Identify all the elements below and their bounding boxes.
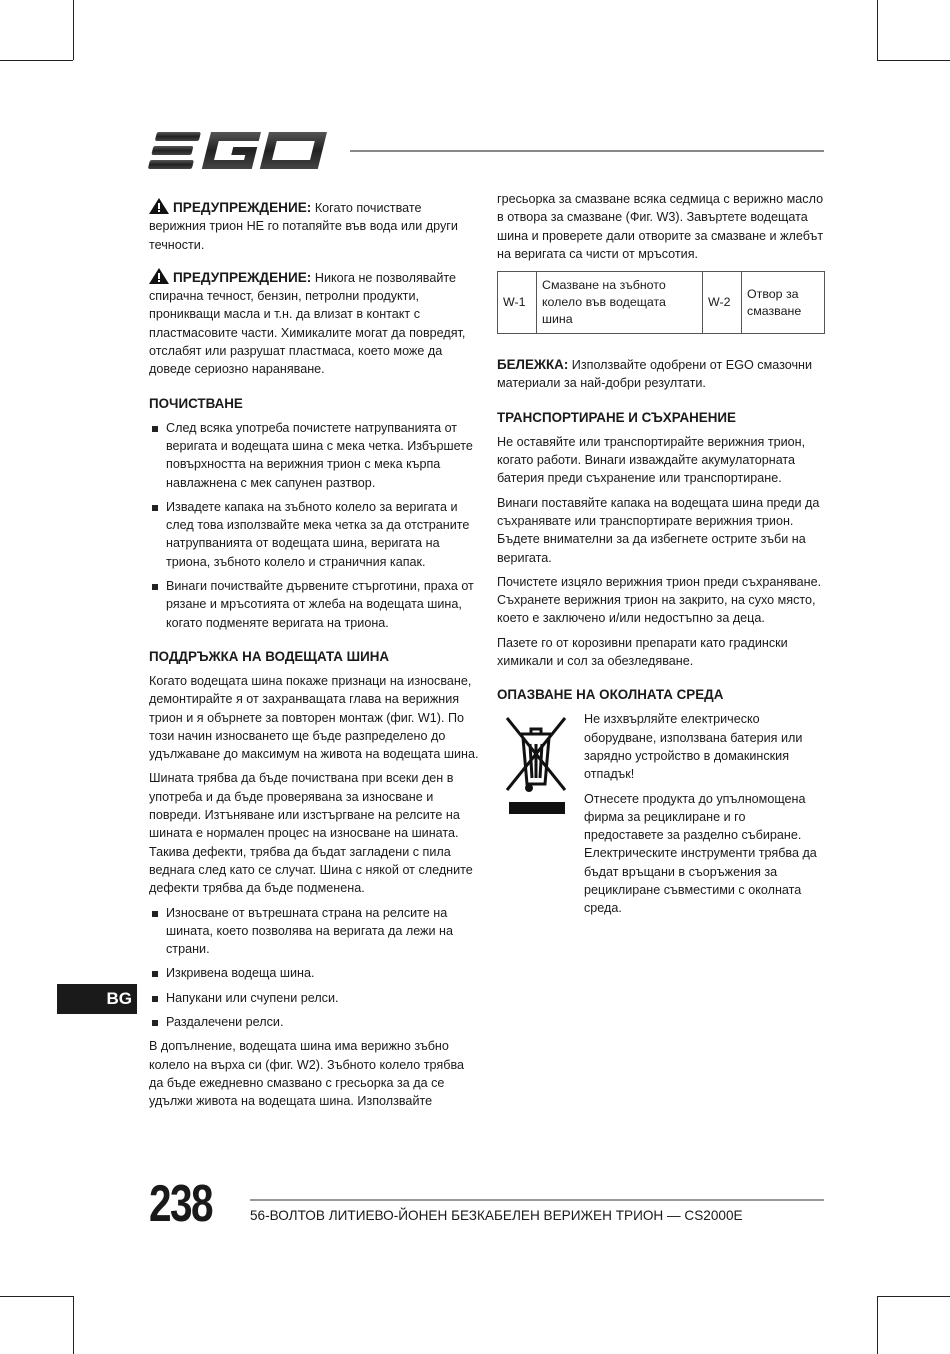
transport-heading: ТРАНСПОРТИРАНЕ И СЪХРАНЕНИЕ	[497, 409, 736, 425]
page-number: 238	[149, 1175, 212, 1233]
warning-no-immersion	[149, 198, 479, 254]
list-item: Напукани или счупени релси.	[149, 989, 479, 1007]
paragraph: Когато водещата шина покаже признаци на износване, демонтирайте я от захранващата глава на верижния трион и я обърнете за повторен монтаж (фиг. W1). По този начин износването ще бъде разпределено до удължаване до максимум на живота на водещата шина.	[149, 673, 479, 762]
warning-text: Когато почиствате верижния трион НЕ го потапяйте във вода или други течности.	[149, 201, 458, 252]
language-tab: BG	[57, 984, 137, 1014]
paragraph: Не оставяйте или транспортирайте верижния трион, когато работи. Винаги изваждайте акумулаторната батерия преди съхранение или транспортиране.	[497, 434, 806, 486]
footer-product-line: 56-ВОЛТОВ ЛИТИЕВО-ЙОНЕН БЕЗКАБЕЛЕН ВЕРИЖЕН ТРИОН — CS2000E	[250, 1208, 743, 1223]
paragraph: В допълнение, водещата шина има верижно зъбно колело на върха си (фиг. W2). Зъбното колело трябва да бъде ежедневно смазвано с гресьорка за да се удължи живота на водещата шина. Използвайте	[149, 1039, 465, 1109]
defects-list	[149, 904, 479, 1032]
left-column	[149, 198, 479, 1116]
note-label: БЕЛЕЖКА:	[497, 357, 569, 373]
crop-mark	[877, 60, 950, 61]
environment-text	[584, 710, 825, 917]
warning-triangle-icon	[149, 268, 169, 284]
table-cell: Смазване на зъбното колело във водещата шина	[537, 272, 703, 334]
crossed-bin-icon	[501, 712, 571, 816]
table-row	[498, 272, 825, 334]
list-item: Износване от вътрешната страна на релсите на шината, което позволява на веригата да лежи на страни.	[149, 904, 479, 959]
paragraph: гресьорка за смазване всяка седмица с верижно масло в отвора за смазване (Фиг. W3). Завъртете водещата шина и проверете дали отворите за смазване и жлебът на веригата са чисти от мръсотия.	[497, 192, 824, 261]
paragraph: Шината трябва да бъде почиствана при всеки ден в употреба и да бъде проверявана за износване и повреди. Изтъняване или изстъргване на релсите на шината е нормален процес на износване на шината. Такива дефекти, трябва да бъдат загладени с пила веднага след като се случат. Шина с някой от следните дефекти трябва да бъде подменена.	[149, 771, 473, 896]
list-item: Извадете капака на зъбното колело за веригата и след това използвайте мека четка за да отстраните натрупванията от водещата шина, веригата на триона, зъбното колело и страничния капак.	[149, 498, 479, 571]
warning-triangle-icon	[149, 198, 169, 214]
environment-block	[497, 710, 825, 917]
paragraph: Почистете изцяло верижния трион преди съхраняване. Съхранете верижния трион на закрито, на сухо място, което е заключено и/или недостъпно за деца.	[497, 574, 822, 626]
crop-mark	[877, 0, 878, 60]
guide-bar-heading: ПОДДРЪЖКА НА ВОДЕЩАТА ШИНА	[149, 648, 390, 664]
cleaning-heading: ПОЧИСТВАНЕ	[149, 395, 243, 411]
warning-chemicals	[149, 268, 479, 379]
note	[497, 356, 825, 393]
paragraph: Отнесете продукта до упълномощена фирма за рециклиране и го предоставете за разделно събиране. Електрическите инструменти трябва да бъдат връщани в съоръжения за рециклиране съвместими с околната среда.	[584, 791, 817, 916]
crop-mark	[73, 1296, 74, 1354]
crop-mark	[0, 1296, 73, 1297]
note-text: Използвайте одобрени от EGO смазочни материали за най-добри резултати.	[497, 358, 813, 391]
list-item: Винаги почиствайте дървените стърготини, праха от рязане и мръсотията от жлеба на водещата шина, когато подменяте веригата на триона.	[149, 577, 479, 632]
table-cell: W-2	[703, 272, 742, 334]
crop-mark	[0, 60, 73, 61]
warning-text: Никога не позволявайте спирачна течност, бензин, петролни продукти, проникващи масла и т.н. да влизат в контакт с пластмасовите части. Химикалите могат да повредят, отслабят или разрушат пластмаса, което може да доведе сериозно нараняване.	[149, 270, 466, 377]
list-item: Изкривена водеща шина.	[149, 964, 479, 982]
ego-logo	[148, 128, 332, 174]
warning-label: ПРЕДУПРЕЖДЕНИЕ:	[173, 269, 312, 285]
header-rule	[350, 150, 824, 152]
list-item: Раздалечени релси.	[149, 1013, 479, 1031]
table-cell: W-1	[498, 272, 537, 334]
paragraph: Не изхвърляйте електрическо оборудване, използвана батерия или зарядно устройство в домакинския отпадък!	[584, 712, 803, 782]
environment-heading: ОПАЗВАНЕ НА ОКОЛНАТА СРЕДА	[497, 687, 724, 703]
footer-rule	[250, 1199, 824, 1201]
paragraph: Пазете го от корозивни препарати като градински химикали и сол за обезледяване.	[497, 635, 788, 669]
list-item: След всяка употреба почистете натрупванията от веригата и водещата шина с мека четка. Избършете повърхността на верижния трион с мека кърпа навлажнена с мек сапунен разтвор.	[149, 419, 479, 492]
lubrication-legend-table	[497, 271, 825, 334]
paragraph: Винаги поставяйте капака на водещата шина преди да съхранявате или транспортирате верижния трион. Бъдете внимателни за да избегнете острите зъби на веригата.	[497, 495, 820, 565]
crop-mark	[73, 0, 74, 60]
table-cell: Отвор за смазване	[742, 272, 825, 334]
right-column	[497, 190, 825, 924]
crop-mark	[877, 1296, 950, 1297]
cleaning-list	[149, 419, 479, 632]
warning-label: ПРЕДУПРЕЖДЕНИЕ:	[173, 200, 312, 215]
crop-mark	[877, 1296, 878, 1354]
